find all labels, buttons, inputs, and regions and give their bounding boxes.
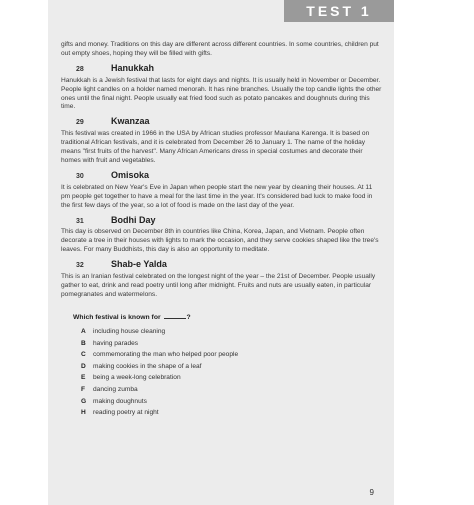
festival-description: It is celebrated on New Year's Eve in Japan when people start the new year by cleaning their houses. At 11 pm people get together to have a meal for the last time in the year. It's considered bad luck to make food in the first few days of the year, so a lot of food is made on the last day of the year. [61,183,373,209]
entry-number: 28 [76,65,84,73]
page-number: 9 [369,488,374,497]
page-content [61,41,383,419]
festival-description: Hanukkah is a Jewish festival that lasts for eight days and nights. It is usually held in November or December. People light candles on a holder named menorah. It has nine branches. Usually the top candle lights the other ones until the final night. People usually eat fried food such as potato pancakes and doughnuts during this time. [61,76,382,111]
option-text: including house cleaning [93,328,166,335]
option-text: being a week-long celebration [93,374,181,382]
festival-entry-30 [61,171,383,211]
option-h [81,408,383,420]
test-header: TEST 1 [284,0,394,22]
question-text: Which festival is known for [73,313,161,321]
festival-description: This festival was created in 1966 in the USA by African studies professor Maulana Karenga. It is based on traditional African festivals, and it is celebrated from December 26 to January 1. The name of the holiday means "first fruits of the harvest". Many African Americans dress in special costumes and decorate their homes with fruit and vegetables. [61,130,370,164]
option-text: making cookies in the shape of a leaf [93,362,202,370]
entry-number: 30 [76,172,84,180]
question-prompt [61,314,383,323]
option-letter: A [81,328,86,335]
option-text: reading poetry at night [93,409,159,417]
option-letter: B [81,339,86,347]
entry-number: 32 [76,262,84,270]
option-a [81,327,383,339]
option-letter: E [81,374,86,382]
option-e [81,373,383,385]
festival-entry-29 [61,117,383,166]
option-text: having parades [93,339,139,347]
festival-entry-31 [61,216,383,256]
option-d [81,361,383,373]
option-g [81,396,383,408]
festival-description: This is an Iranian festival celebrated on the longest night of the year – the 21st of December. People usually gather to eat, drink and read poetry until long after midnight. Fruits and nuts are usually eaten, in particular pomegranates and watermelons. [61,273,376,298]
option-letter: G [81,397,87,405]
option-text: dancing zumba [93,385,138,393]
entry-number: 29 [76,119,84,127]
textbook-page [48,0,394,505]
festival-entry-32 [61,260,383,300]
option-text: commemorating the man who helped poor people [93,351,239,359]
festival-description: This day is observed on December 8th in countries like China, Korea, Japan, and Vietnam. People often decorate a tree in their houses with lights to mark the occasion, and they serve cookies shaped like the tree's leaves. For many Buddhists, this day is also an opportunity to meditate. [61,228,379,254]
option-text: making doughnuts [93,397,147,405]
option-b [81,338,383,350]
festival-name: Kwanzaa [111,116,150,127]
entry-number: 31 [76,217,84,225]
option-letter: D [81,362,86,370]
festival-name: Shab-e Yalda [111,259,167,270]
option-letter: F [81,385,86,393]
option-letter: C [81,351,86,359]
festival-name: Omisoka [111,169,150,180]
festival-name: Bodhi Day [111,214,156,225]
festival-entry-28 [61,64,383,113]
option-f [81,385,383,397]
answer-options [61,327,383,420]
answer-blank [164,318,186,319]
option-c [81,350,383,362]
festival-name: Hanukkah [111,62,155,73]
intro-paragraph: gifts and money. Traditions on this day are different across different countries. In some countries, children put out empty shoes, hoping they will be filled with gifts. [61,41,379,57]
question-mark: ? [186,313,191,321]
option-letter: H [81,409,86,417]
